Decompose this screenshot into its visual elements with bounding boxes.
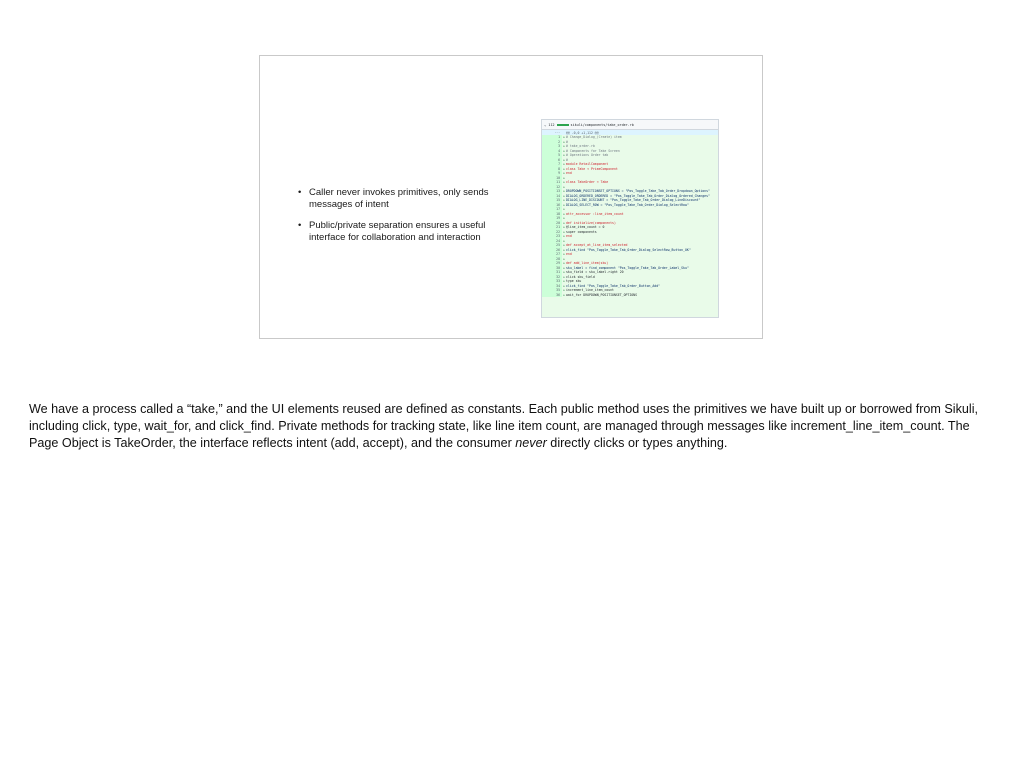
chevron-down-icon: ⌄ [544,122,547,127]
diff-plus-sign: + [563,234,565,239]
diff-plus-sign: + [563,274,565,279]
code-text: # [566,157,568,162]
line-number: 21 [542,225,562,230]
code-text: # take_order.rb [566,144,595,149]
line-number: 18 [542,212,562,217]
code-text: DIALOG_LINE_DISCOUNT = "Pos_Toggle_Take_Tab_Order_Dialog_LineDiscount" [566,198,701,203]
line-number: 19 [542,216,562,221]
line-number: 10 [542,176,562,181]
diff-plus-sign: + [563,207,565,212]
diff-plus-sign: + [563,166,565,171]
diff-plus-sign: + [563,220,565,225]
line-number: 14 [542,194,562,199]
code-text: module RetailComponent [566,162,609,167]
diff-lines [542,135,718,297]
code-text: DROPDOWN_POSITIONSET_OPTIONS = "Pos_Toggle_Take_Tab_Order_Dropdown_Options" [566,189,710,194]
diff-plus-sign: + [563,162,565,167]
line-number: 31 [542,270,562,275]
line-number: 3 [542,144,562,149]
line-number: 20 [542,221,562,226]
code-diff-screenshot [541,119,719,318]
line-number: 29 [542,261,562,266]
line-number: 4 [542,149,562,154]
diff-plus-sign: + [563,229,565,234]
line-number: 2 [542,140,562,145]
line-number: 32 [542,275,562,280]
diff-plus-sign: + [563,139,565,144]
diff-plus-sign: + [563,288,565,293]
line-number: 34 [542,284,562,289]
diff-plus-sign: + [563,292,565,297]
paragraph-text-end: directly clicks or types anything. [546,436,728,450]
code-text: sku_field = sku_label.right 20 [566,270,624,275]
slide [259,55,763,339]
line-number: 25 [542,243,562,248]
code-text: type sku [566,279,582,284]
diff-hunk-header: ... @@ -0,0 +1,112 @@ [542,130,718,135]
diff-plus-sign: + [563,175,565,180]
line-number: 7 [542,162,562,167]
diff-file-path: sikuli/components/take_order.rb [570,122,634,127]
line-number: 8 [542,167,562,172]
line-number: 12 [542,185,562,190]
diff-file-header [542,120,718,130]
line-number: 30 [542,266,562,271]
diff-plus-sign: + [563,135,565,140]
diff-plus-sign: + [563,148,565,153]
line-number: 24 [542,239,562,244]
code-text: # Components for Take Screen [566,148,620,153]
line-number: 22 [542,230,562,235]
line-number: 36 [542,293,562,298]
diff-plus-sign: + [563,198,565,203]
code-text: DIALOG_ORDERED_ORDERED = "Pos_Toggle_Take_Tab_Order_Dialog_Ordered_Changes" [566,193,710,198]
line-number: 26 [542,248,562,253]
diff-line [542,293,718,298]
line-number: 28 [542,257,562,262]
diff-plus-sign: + [563,144,565,149]
code-text: class TakeOrder < Take [566,180,609,185]
diff-plus-sign: + [563,184,565,189]
line-number: 35 [542,288,562,293]
code-text: @line_item_count = 0 [566,225,605,230]
code-text: increment_line_item_count [566,288,614,293]
diff-plus-sign: + [563,211,565,216]
diff-plus-sign: + [563,157,565,162]
diff-plus-sign: + [563,238,565,243]
code-text: def accept_at_line_item_selected [566,243,628,248]
diff-plus-sign: + [563,283,565,288]
line-number: 33 [542,279,562,284]
line-number: 6 [542,158,562,163]
diff-stat-bar [557,124,569,126]
diff-plus-sign: + [563,279,565,284]
line-number: 9 [542,171,562,176]
diff-plus-sign: + [563,265,565,270]
code-text: click_find "Pos_Toggle_Take_Tab_Order_Button_Add" [566,283,661,288]
diff-plus-sign: + [563,153,565,158]
code-text: click sku_field [566,274,595,279]
diff-plus-sign: + [563,252,565,257]
diff-plus-sign: + [563,216,565,221]
code-text: def add_line_item(sku) [566,261,609,266]
code-text: end [566,234,572,239]
code-text: sku_label = find_component "Pos_Toggle_Take_Tab_Order_Label_Sku" [566,265,689,270]
speaker-notes-paragraph [29,401,999,452]
code-text: click_find "Pos_Toggle_Take_Tab_Order_Dialog_SelectRow_Button_OK" [566,247,691,252]
line-number: 17 [542,207,562,212]
line-number: 13 [542,189,562,194]
diff-plus-sign: + [563,256,565,261]
hunk-text: @@ -0,0 +1,112 @@ [566,130,599,135]
code-text: end [566,252,572,257]
code-text: # [566,139,568,144]
bullet-item: • Public/private separation ensures a useful interface for collaboration and interaction [298,220,503,243]
bullet-list [298,187,503,253]
code-text: DIALOG_SELECT_ROW = "Pos_Toggle_Take_Tab_Order_Dialog_SelectRow" [566,202,689,207]
diff-addition-count: 112 [548,122,555,127]
code-text: # Change_Dialog_(Create) item [566,135,622,140]
diff-plus-sign: + [563,193,565,198]
bullet-item: • Caller never invokes primitives, only sends messages of intent [298,187,503,210]
diff-plus-sign: + [563,270,565,275]
diff-plus-sign: + [563,243,565,248]
diff-plus-sign: + [563,189,565,194]
diff-plus-sign: + [563,202,565,207]
code-text: wait_for DROPDOWN_POSITIONSET_OPTIONS [566,292,638,297]
paragraph-text: We have a process called a “take,” and the UI elements reused are defined as constants. Each public method uses the primitives we have built up or borrowed from Sikuli, including click, type, wait_for, and click_find. Private methods for tracking state, like line item count, are managed through messages like increment_line_item_count. The Page Object is TakeOrder, the interface reflects intent (add, accept), and the consumer [29,402,978,450]
line-number: 11 [542,180,562,185]
code-text: class Take < PrimeComponent [566,166,618,171]
code-text: attr_accessor :line_item_count [566,211,624,216]
diff-plus-sign: + [563,247,565,252]
code-text: end [566,171,572,176]
code-text: super components [566,229,597,234]
diff-plus-sign: + [563,261,565,266]
line-number: 23 [542,234,562,239]
diff-plus-sign: + [563,180,565,185]
line-number: 1 [542,135,562,140]
diff-plus-sign: + [563,225,565,230]
code-text: # Operations Order tab [566,153,609,158]
line-number: 5 [542,153,562,158]
line-number: 15 [542,198,562,203]
line-number: 27 [542,252,562,257]
line-number: 16 [542,203,562,208]
diff-plus-sign: + [563,171,565,176]
paragraph-emphasis: never [515,436,547,450]
code-text: def initialize(components) [566,220,616,225]
